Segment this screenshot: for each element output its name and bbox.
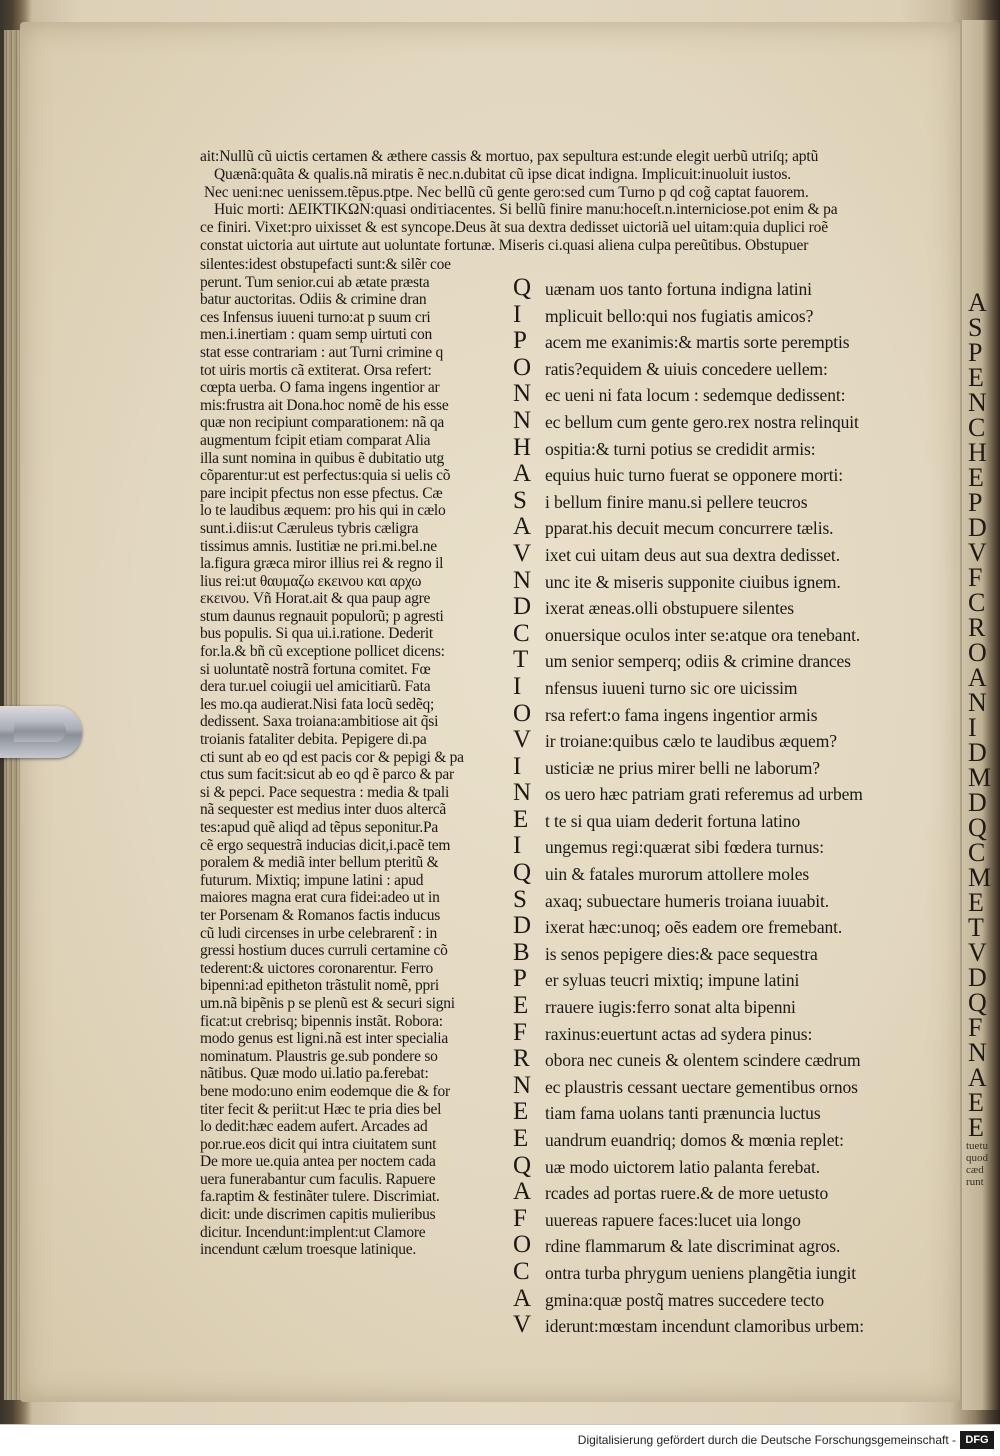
verse-text: rcades ad portas ruere.& de more uetusto	[545, 1183, 829, 1204]
verse-initial: O	[513, 1231, 532, 1259]
verse-text: er syluas teucri mixtiq; impune latini	[545, 970, 800, 991]
facing-page-letter: D	[968, 513, 987, 542]
verse-initial: O	[513, 699, 532, 727]
verse-initial: N	[513, 406, 532, 434]
verse-initial: I	[513, 832, 522, 860]
verse-line	[513, 887, 933, 914]
commentary-line: si uoluntatẽ nostrã fortuna comitet. Fœ	[200, 660, 431, 678]
verse-text: ec bellum cum gente gero.rex nostra relinquit	[545, 411, 859, 432]
verse-initial: C	[513, 619, 530, 647]
verse-initial: F	[513, 1018, 527, 1046]
verse-initial: S	[513, 885, 527, 913]
facing-page-letter: D	[968, 738, 987, 767]
commentary-line: stum daunus regnauit populorũ; p agresti	[200, 607, 444, 625]
verse-text: uin & fatales murorum attollere moles	[545, 864, 810, 885]
commentary-line: les mo.qa audierat.Nisi fata locũ sedẽq;	[200, 695, 435, 713]
commentary-line: illa sunt nomina in quibus ẽ dubitatio utg	[200, 449, 444, 467]
verse-column	[513, 275, 933, 1339]
verse-line	[513, 488, 933, 515]
verse-text: ec plaustris cessant uectare gementibus ornos	[545, 1076, 858, 1097]
verse-line	[513, 1259, 933, 1286]
verse-line	[513, 674, 933, 701]
facing-page-letter: E	[968, 888, 984, 917]
verse-initial: N	[513, 1071, 532, 1099]
top-line: ce finiri. Vixet:pro uixisset & est syncope.Deus ãt sua dextra dedisset uictoriã uel uitam:quia duplici roẽ	[200, 219, 828, 237]
verse-line	[513, 833, 933, 860]
verse-line	[513, 780, 933, 807]
verse-text: obora nec cuneis & olentem scindere cædrum	[545, 1050, 861, 1071]
verse-text: usticiæ ne prius mirer belli ne laborum?	[545, 757, 820, 778]
verse-initial: P	[513, 965, 527, 993]
commentary-line: uera funerabantur cum faculis. Rapuere	[200, 1170, 436, 1188]
verse-line	[513, 1046, 933, 1073]
verse-text: rrauere iugis:ferro sonat alta bipenni	[545, 997, 796, 1018]
verse-line	[513, 807, 933, 834]
commentary-line: batur auctoritas. Odiis & crimine dran	[200, 291, 427, 309]
verse-text: ungemus regi:quærat sibi fœdera turnus:	[545, 837, 824, 858]
commentary-line: nominatum. Plaustris ge.sub pondere so	[200, 1047, 438, 1065]
verse-text: mplicuit bello:qui nos fugiatis amicos?	[545, 305, 814, 326]
page-clip-inner	[14, 720, 66, 742]
facing-page-letter: P	[968, 488, 983, 517]
verse-text: ixerat æneas.olli obstupuere silentes	[545, 598, 795, 619]
facing-page-letter: Q	[968, 813, 987, 842]
verse-initial: A	[513, 1284, 532, 1312]
commentary-line: bus populis. Si qua ui.i.ratione. Dederit	[200, 625, 433, 643]
verse-text: equius huic turno fuerat se opponere morti:	[545, 465, 843, 486]
verse-initial: Q	[513, 859, 532, 887]
verse-initial: N	[513, 380, 532, 408]
verse-initial: N	[513, 779, 532, 807]
verse-initial: V	[513, 726, 532, 754]
commentary-line: ficat:ut crebrisq; bipennis instãt. Robora:	[200, 1012, 443, 1030]
commentary-line: nã sequester est medius inter duos altercã	[200, 801, 447, 819]
facing-page-letter: V	[968, 938, 987, 967]
verse-initial: D	[513, 912, 532, 940]
commentary-line: men.i.inertiam : quam semp uirtuti con	[200, 326, 432, 344]
verse-text: t te si qua uiam dederit fortuna latino	[545, 810, 801, 831]
verse-line	[513, 860, 933, 887]
commentary-line: tederent:& uictores coronarentur. Ferro	[200, 959, 433, 977]
commentary-line: lo dedit:hæc eadem aufert. Arcades ad	[200, 1118, 428, 1136]
verse-initial: P	[513, 327, 527, 355]
commentary-line: quæ non recipiunt comparationem: nã qa	[200, 414, 445, 432]
facing-page-letter: N	[968, 388, 987, 417]
verse-text: is senos pepigere dies:& pace sequestra	[545, 943, 818, 964]
commentary-line: troianis fataliter debita. Pepigere di.pa	[200, 731, 427, 749]
commentary-line: tissimus amnis. Iustitiæ ne pri.mi.bel.ne	[200, 537, 437, 555]
verse-line	[513, 940, 933, 967]
verse-text: ixerat hæc:unoq; oẽs eadem ore fremebant.	[545, 917, 843, 938]
verse-initial: A	[513, 460, 532, 488]
facing-page-letter: C	[968, 838, 986, 867]
commentary-line: cœpta uerba. O fama ingens ingentior ar	[200, 379, 440, 397]
facing-page-letter: T	[968, 913, 984, 942]
commentary-line: gressi hostium duces curruli certamine cõ	[200, 942, 448, 960]
commentary-line: perunt. Tum senior.cui ab ætate præsta	[200, 273, 430, 291]
top-line: constat uictoria aut uirtute aut uoluntate fortunæ. Miseris ci.quasi aliena culpa pereũtibus. Obstupuer	[200, 236, 809, 254]
verse-line	[513, 727, 933, 754]
verse-initial: A	[513, 513, 532, 541]
facing-page-letter: V	[968, 538, 987, 567]
facing-page-letter: E	[968, 1113, 984, 1142]
verse-initial: D	[513, 593, 532, 621]
verse-line	[513, 461, 933, 488]
facing-page-letter: E	[968, 1088, 984, 1117]
verse-text: ontra turba phrygum ueniens plangẽtia iungit	[545, 1262, 857, 1283]
commentary-column	[200, 256, 505, 1259]
commentary-line: cti sunt ab eo qd est pacis cor & pepigi & pa	[200, 748, 464, 766]
commentary-line: bene modo:uno enim eodemque die & for	[200, 1082, 450, 1100]
verse-text: raxinus:euertunt actas ad sydera pinus:	[545, 1023, 813, 1044]
verse-line	[513, 1020, 933, 1047]
facing-page-letter: S	[968, 313, 983, 342]
verse-line	[513, 993, 933, 1020]
commentary-line: stat esse contrariam : aut Turni crimine q	[200, 343, 444, 361]
verse-line	[513, 913, 933, 940]
verse-line	[513, 302, 933, 329]
verse-initial: Q	[513, 274, 532, 301]
top-line: ait:Nullũ cũ uictis certamen & æthere cassis & mortuo, pax sepultura est:unde elegit uerbũ utriſq; aptũ	[200, 148, 819, 165]
verse-text: rdine flammarum & late discriminat agros.	[545, 1236, 841, 1257]
commentary-line: tot uiris mortis cã extiterat. Orsa refert:	[200, 361, 432, 379]
verse-initial: R	[513, 1045, 530, 1073]
verse-line	[513, 541, 933, 568]
facing-page-letter: H	[968, 438, 987, 467]
verse-text: uænam uos tanto fortuna indigna latini	[545, 279, 812, 299]
verse-text: uæ modo uictorem latio palanta ferebat.	[545, 1156, 821, 1177]
facing-page-letter: E	[968, 363, 984, 392]
verse-initial: H	[513, 433, 532, 461]
commentary-line: futurum. Mixtiq; impune latini : apud	[200, 871, 424, 889]
verse-line	[513, 435, 933, 462]
verse-initial: Q	[513, 1151, 532, 1179]
verse-initial: V	[513, 1311, 532, 1339]
verse-line	[513, 381, 933, 408]
commentary-line: silentes:idest obstupefacti sunt:& silẽr coe	[200, 256, 451, 273]
commentary-line: um.nã bipẽnis p se plenũ est & securi signi	[200, 994, 455, 1012]
commentary-line: bipenni:ad epitheton trãstulit nomẽ, ppri	[200, 977, 439, 995]
commentary-line: dicit: unde discrimen capitis mulieribus	[200, 1206, 436, 1224]
facing-page-letter: F	[968, 563, 983, 592]
commentary-line: εκεινου. Vñ Horat.ait & qua paup agre	[200, 590, 431, 608]
top-line: Nec ueni:nec uenissem.tẽpus.ptpe. Nec bellũ cũ gente gero:sed cum Turno p qd cog̃ captat fauorem.	[204, 183, 809, 201]
facing-page-letter: M	[968, 763, 992, 792]
commentary-line: dera tur.uel coiugii uel amicitiarũ. Fata	[200, 678, 431, 696]
verse-text: rsa refert:o fama ingens ingentior armis	[545, 704, 818, 725]
verse-text: tiam fama uolans tanti prænuncia luctus	[545, 1103, 821, 1124]
commentary-line: nãtibus. Quæ modo ui.latio pa.ferebat:	[200, 1065, 429, 1083]
facing-page-letter: C	[968, 413, 986, 442]
verse-line	[513, 754, 933, 781]
verse-text: i bellum finire manu.si pellere teucros	[545, 491, 808, 512]
verse-initial: F	[513, 1204, 527, 1232]
commentary-line: modo genus est ligni.nã est inter specialia	[200, 1030, 448, 1048]
verse-line	[513, 275, 933, 302]
verse-text: ir troiane:quibus cælo te laudibus æquem?	[545, 731, 837, 752]
commentary-line: la.figura græca miror illius rei & regno il	[200, 555, 444, 573]
commentary-line: cẽ ergo sequestrã inducias dicit,i.pacẽ tem	[200, 836, 451, 854]
facing-page-letter: R	[968, 613, 986, 642]
verse-line	[513, 1073, 933, 1100]
verse-line	[513, 621, 933, 648]
commentary-line: for.la.& bñ cũ exceptione pollicet dicens:	[200, 643, 445, 661]
commentary-line: por.rue.eos dicit qui intra ciuitatem sunt	[200, 1135, 437, 1153]
commentary-line: dedissent. Saxa troiana:ambitiose ait q̃si	[200, 713, 439, 731]
footer-credit-text: Digitalisierung gefördert durch die Deutsche Forschungsgemeinschaft -	[577, 1433, 956, 1447]
verse-initial: E	[513, 805, 529, 833]
verse-initial: T	[513, 646, 529, 674]
facing-page-strip	[962, 20, 1000, 1410]
verse-line	[513, 1153, 933, 1180]
top-commentary-block	[200, 148, 940, 255]
verse-text: gmina:quæ postq̃ matres succedere tecto	[545, 1289, 825, 1310]
facing-page-letter: N	[968, 688, 987, 717]
facing-page-letter: Q	[968, 988, 987, 1017]
verse-initial: S	[513, 486, 527, 514]
verse-text: uandrum euandriq; domos & mœnia replet:	[545, 1130, 844, 1150]
verse-line	[513, 328, 933, 355]
verse-initial: N	[513, 566, 532, 594]
commentary-line: si & pepci. Pace sequestra : media & tpali	[200, 783, 450, 801]
facing-page-small-text: tuetu quod cæd runt	[966, 1140, 988, 1189]
verse-text: ixet cui uitam deus aut sua dextra dedisset.	[545, 544, 840, 565]
commentary-line: lo te laudibus æquem: pro his qui in cælo	[200, 502, 446, 520]
facing-page-letter: A	[968, 1063, 987, 1092]
page-clip	[0, 706, 82, 758]
commentary-line: augmentum fcipit etiam comparat Alia	[200, 431, 431, 449]
verse-line	[513, 594, 933, 621]
verse-line	[513, 514, 933, 541]
top-line: Huic morti: ΔΕΙΚΤΙΚΩΝ:quasi ondiτiacentes. Si bellũ finire manu:hoceſt.n.interniciose.pot enim & pa	[214, 201, 838, 219]
verse-initial: C	[513, 1257, 530, 1285]
verse-initial: I	[513, 752, 522, 780]
top-line: Quænã:quãta & qualis.nã miratis ẽ nec.n.dubitat cũ ipse dicat indigna. Implicuit:inuoluit iustos.	[214, 165, 791, 183]
verse-initial: A	[513, 1178, 532, 1206]
commentary-line: pare incipit pfectus non esse pfectus. Cæ	[200, 484, 443, 502]
verse-initial: I	[513, 300, 522, 328]
verse-line	[513, 1312, 933, 1339]
facing-page-letter: P	[968, 338, 983, 367]
verse-initial: E	[513, 1125, 529, 1152]
commentary-line: incendunt cælum troesque latinique.	[200, 1241, 416, 1259]
verse-line	[513, 1099, 933, 1126]
facing-page-letter: D	[968, 788, 987, 817]
facing-page-letter: N	[968, 1038, 987, 1067]
commentary-line: fa.raptim & festinãter tulere. Discrimiat.	[200, 1188, 440, 1206]
facing-page-letter: E	[968, 463, 984, 492]
verse-text: ec ueni ni fata locum : sedemque dedissent:	[545, 385, 846, 406]
verse-text: axaq; subuectare humeris troiana iuuabit.	[545, 890, 830, 911]
commentary-line: De more ue.quia antea per noctem cada	[200, 1153, 436, 1171]
verse-line	[513, 647, 933, 674]
verse-text: os uero hæc patriam grati referemus ad urbem	[545, 784, 863, 805]
facing-page-letter: M	[968, 863, 992, 892]
dfg-logo: DFG	[960, 1431, 994, 1449]
verse-text: ratis?equidem & uiuis concedere uellem:	[545, 358, 828, 379]
verse-text: onuersique oculos inter se:atque ora tenebant.	[545, 624, 861, 645]
commentary-line: cũ ludi circenses in urbe celebrarent̃ : in	[200, 924, 437, 942]
verse-line	[513, 1232, 933, 1259]
verse-initial: B	[513, 938, 530, 966]
commentary-line: lius rei:ut θαυμαζω εκεινου και αρχω	[200, 572, 422, 590]
facing-page-letter: C	[968, 588, 986, 617]
verse-initial: V	[513, 539, 532, 567]
verse-text: unc ite & miseris supponite ciuibus ignem.	[545, 571, 841, 592]
verse-initial: O	[513, 353, 532, 381]
commentary-line: dicitur. Incendunt:implent:ut Clamore	[200, 1223, 426, 1241]
verse-text: uuereas rapuere faces:lucet uia longo	[545, 1209, 801, 1230]
verse-line	[513, 1126, 933, 1153]
verse-text: iderunt:mœstam incendunt clamoribus urbem:	[545, 1316, 864, 1337]
verse-text: um senior semperq; odiis & crimine drances	[545, 651, 851, 672]
verse-text: ospitia:& turni potius se credidit armis:	[545, 438, 816, 459]
verse-line	[513, 355, 933, 382]
verse-line	[513, 408, 933, 435]
facing-page-letter: A	[968, 288, 987, 317]
commentary-line: mis:frustra ait Dona.hoc nomẽ de his esse	[200, 396, 449, 414]
facing-page-letter: A	[968, 663, 987, 692]
facing-page-letter: O	[968, 638, 987, 667]
commentary-line: titer fecit & periit:ut Hæc te pria dies bel	[200, 1100, 442, 1118]
commentary-line: tes:apud quẽ aliqd ad tẽpus seponitur.Pa	[200, 819, 438, 836]
commentary-line: ter Porsenam & Romanos factis inducus	[200, 906, 440, 924]
verse-initial: I	[513, 672, 522, 700]
commentary-line: ces Infensus iuueni turno:at p suum cri	[200, 308, 431, 326]
verse-initial: E	[513, 992, 529, 1020]
verse-line	[513, 1286, 933, 1313]
commentary-line: maiores magna erat cura fidei:adeo ut in	[200, 889, 440, 907]
facing-page-letter: D	[968, 963, 987, 992]
verse-initial: E	[513, 1098, 529, 1126]
verse-line	[513, 1206, 933, 1233]
verse-text: acem me exanimis:& martis sorte peremptis	[545, 332, 850, 353]
commentary-line: sunt.i.diis:ut Cæruleus tybris cæligra	[200, 519, 419, 537]
commentary-line: ctus sum facit:sicut ab eo qd ẽ parco & par	[200, 766, 454, 784]
verse-line	[513, 1179, 933, 1206]
verse-line	[513, 568, 933, 595]
commentary-line: cõparentur:ut est perfectus:quia si uelis cõ	[200, 467, 451, 485]
verse-text: pparat.his decuit mecum concurrere tælis.	[545, 518, 834, 539]
verse-text: nfensus iuueni turno sic ore uicissim	[545, 677, 798, 698]
facing-page-letter: F	[968, 1013, 983, 1042]
verse-line	[513, 966, 933, 993]
facing-page-letter: I	[968, 713, 977, 742]
digitization-footer	[0, 1424, 1000, 1456]
verse-line	[513, 701, 933, 728]
commentary-line: poralem & mediã inter bellum pteritũ &	[200, 854, 439, 872]
